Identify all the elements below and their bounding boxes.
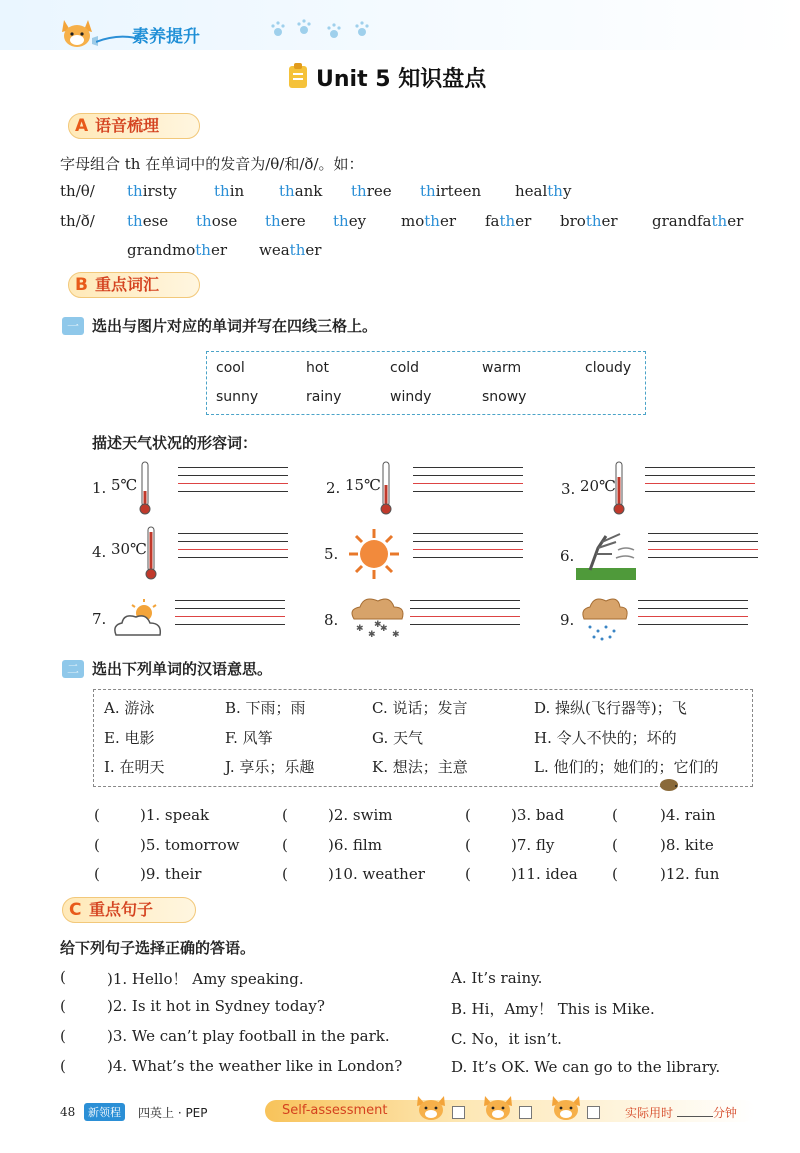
word-prefix: grandmo: [127, 241, 196, 259]
word-suffix: irteen: [435, 182, 482, 200]
meaning-option: F. 风筝: [225, 729, 273, 747]
sun-icon: [348, 528, 400, 580]
phonics-word: [485, 212, 531, 230]
writing-lines-1[interactable]: [178, 467, 288, 497]
writing-lines-6[interactable]: [648, 533, 758, 563]
svg-text:✱: ✱: [368, 630, 376, 640]
assessment-checkbox-1[interactable]: [452, 1106, 465, 1119]
vocab-question: )8. kite: [660, 836, 714, 854]
snowy-cloud-icon: [348, 593, 406, 643]
th-highlight: th: [711, 212, 728, 230]
svg-text:✱: ✱: [380, 624, 388, 634]
vocab-question: )5. tomorrow: [140, 836, 240, 854]
brand-badge: 新领程: [84, 1103, 125, 1121]
word-suffix: ere: [280, 212, 306, 230]
windy-tree-icon: [576, 528, 636, 580]
section-b-title: 重点词汇: [95, 275, 160, 294]
assessment-checkbox-3[interactable]: [587, 1106, 600, 1119]
answer-paren[interactable]: (: [60, 997, 66, 1015]
section-c-title: 重点句子: [89, 900, 154, 919]
part1-title: 选出与图片对应的单词并写在四线三格上。: [92, 317, 378, 335]
word-suffix: ey: [348, 212, 367, 230]
meaning-option: D. 操纵(飞行器等)；飞: [534, 699, 687, 717]
vocab-question: )11. idea: [511, 865, 578, 883]
section-a-title: 语音梳理: [95, 116, 160, 135]
word-suffix: ose: [211, 212, 238, 230]
word-suffix: er: [515, 212, 532, 230]
weather-item-number: 1.: [92, 479, 107, 497]
thermometer-icon-1: [139, 461, 151, 515]
temperature-label: 5℃: [111, 476, 138, 494]
writing-lines-2[interactable]: [413, 467, 523, 497]
word-suffix: er: [305, 241, 322, 259]
section-b-letter: B: [75, 275, 88, 295]
self-assessment-label: Self-assessment: [282, 1103, 388, 1118]
sentence-question: )1. Hello！ Amy speaking.: [107, 970, 304, 988]
answer-paren[interactable]: (: [465, 865, 471, 883]
meaning-option: L. 他们的；她们的；它们的: [534, 758, 719, 776]
word-suffix: ese: [142, 212, 169, 230]
meaning-option: A. 游泳: [104, 699, 155, 717]
answer-paren[interactable]: (: [465, 836, 471, 854]
writing-lines-5[interactable]: [413, 533, 523, 563]
cloudy-sun-icon: [110, 597, 164, 639]
writing-lines-7[interactable]: [175, 600, 285, 630]
word-bank-item: cloudy: [585, 360, 632, 376]
weather-item-number: 4.: [92, 543, 107, 561]
word-prefix: fa: [485, 212, 500, 230]
phonics-word: [196, 212, 237, 230]
time-spent-label: [625, 1104, 737, 1121]
answer-paren[interactable]: (: [60, 968, 66, 986]
weather-item-number: 2.: [326, 479, 341, 497]
meaning-option: E. 电影: [104, 729, 155, 747]
phonics-word: [127, 212, 168, 230]
unit-title: Unit 5 知识盘点: [316, 67, 487, 92]
word-suffix: er: [210, 241, 227, 259]
time-unit: 分钟: [712, 1106, 737, 1120]
phonics-word: [127, 182, 177, 200]
section-c-instruction: 给下列句子选择正确的答语。: [60, 939, 256, 957]
thermometer-icon-3: [613, 461, 625, 515]
th-highlight: th: [333, 212, 349, 230]
word-prefix: grandfa: [652, 212, 712, 230]
answer-paren[interactable]: (: [60, 1057, 66, 1075]
phonics-word: [652, 212, 743, 230]
word-bank-item: hot: [306, 360, 329, 376]
word-prefix: heal: [515, 182, 548, 200]
phonics-word: [279, 182, 322, 200]
meaning-option: G. 天气: [372, 729, 423, 747]
th-highlight: th: [127, 182, 143, 200]
sentence-answer: B. Hi，Amy！ This is Mike.: [451, 1000, 655, 1018]
vocab-question: )1. speak: [140, 806, 210, 824]
rainy-cloud-icon: [580, 593, 630, 643]
vocab-question: )6. film: [328, 836, 382, 854]
svg-text:✱: ✱: [374, 620, 382, 630]
book-name: 四英上 · PEP: [138, 1106, 208, 1120]
word-suffix: y: [562, 182, 572, 200]
word-suffix: er: [601, 212, 618, 230]
answer-paren[interactable]: (: [612, 806, 618, 824]
phonics-word: [560, 212, 618, 230]
section-a-label: [68, 113, 200, 139]
th-highlight: th: [265, 212, 281, 230]
phonics-word: [265, 212, 306, 230]
answer-paren[interactable]: (: [282, 836, 288, 854]
word-bank-item: cool: [216, 360, 245, 376]
sentence-answer: D. It’s OK. We can go to the library.: [451, 1058, 721, 1076]
sentence-answer: C. No，it isn’t.: [451, 1030, 562, 1048]
part2-title: 选出下列单词的汉语意思。: [92, 660, 273, 678]
th-highlight: th: [279, 182, 295, 200]
vocab-question: )3. bad: [511, 806, 565, 824]
hedgehog-icon: [658, 774, 680, 792]
th-highlight: th: [196, 212, 212, 230]
vocab-question: )12. fun: [660, 865, 720, 883]
th-highlight: th: [195, 241, 211, 259]
writing-lines-9[interactable]: [638, 600, 748, 630]
writing-lines-3[interactable]: [645, 467, 755, 497]
thermometer-icon-4: [145, 526, 157, 580]
th-highlight: th: [351, 182, 367, 200]
vocab-question: )10. weather: [328, 865, 425, 883]
meaning-option: C. 说话；发言: [372, 699, 468, 717]
paw-prints-icon: [270, 18, 380, 44]
word-bank-item: warm: [482, 360, 522, 376]
word-bank-item: windy: [390, 389, 432, 405]
answer-paren[interactable]: (: [94, 836, 100, 854]
theta-label: th/θ/: [60, 182, 95, 200]
fox-face-icon-1: [415, 1094, 447, 1122]
temperature-label: 15℃: [345, 476, 381, 494]
section-a-letter: A: [75, 116, 89, 136]
header-swoosh-icon: [96, 34, 136, 44]
page-number: 48: [60, 1105, 76, 1119]
th-highlight: th: [499, 212, 516, 230]
weather-item-number: 3.: [561, 480, 576, 498]
writing-lines-4[interactable]: [178, 533, 288, 563]
meaning-option: B. 下雨；雨: [225, 699, 306, 717]
phonics-word: [214, 182, 244, 200]
phonics-word: [259, 241, 321, 259]
th-highlight: th: [585, 212, 602, 230]
answer-paren[interactable]: (: [60, 1027, 66, 1045]
word-prefix: wea: [259, 241, 290, 259]
sentence-question: )2. Is it hot in Sydney today?: [107, 997, 325, 1015]
vocab-question: )9. their: [140, 865, 202, 883]
word-bank-box: [206, 351, 646, 415]
weather-item-number: 5.: [324, 545, 339, 563]
phonics-word: [333, 212, 366, 230]
sentence-question: )4. What’s the weather like in London?: [107, 1057, 403, 1075]
meaning-option: I. 在明天: [104, 758, 165, 776]
fox-face-icon-3: [550, 1094, 582, 1122]
word-prefix: mo: [401, 212, 425, 230]
phonics-word: [420, 182, 481, 200]
weather-item-number: 7.: [92, 610, 107, 628]
fox-face-icon-2: [482, 1094, 514, 1122]
vocab-question: )2. swim: [328, 806, 393, 824]
answer-paren[interactable]: (: [282, 806, 288, 824]
word-bank-item: snowy: [482, 389, 527, 405]
eth-label: th/ð/: [60, 212, 95, 230]
th-highlight: th: [424, 212, 440, 230]
temperature-label: 20℃: [580, 477, 616, 495]
phonics-word: [127, 241, 227, 259]
clipboard-icon: [288, 63, 308, 89]
word-suffix: ree: [366, 182, 392, 200]
answer-paren[interactable]: (: [612, 836, 618, 854]
meaning-option: K. 想法；主意: [372, 758, 468, 776]
vocab-question: )7. fly: [511, 836, 555, 854]
word-suffix: ank: [294, 182, 323, 200]
word-bank-item: sunny: [216, 389, 259, 405]
word-suffix: er: [439, 212, 457, 230]
th-highlight: th: [547, 182, 563, 200]
section-c-label: [62, 897, 196, 923]
sentence-answer: A. It’s rainy.: [451, 969, 543, 987]
word-bank-item: rainy: [306, 389, 342, 405]
part1-badge: 一: [62, 317, 84, 335]
answer-paren[interactable]: (: [282, 865, 288, 883]
time-label: 实际用时: [625, 1106, 674, 1120]
writing-lines-8[interactable]: [410, 600, 520, 630]
word-suffix: er: [727, 212, 744, 230]
sentence-question: )3. We can’t play football in the park.: [107, 1027, 390, 1045]
th-highlight: th: [420, 182, 436, 200]
phonics-word: [401, 212, 456, 230]
meaning-option: H. 令人不快的；坏的: [534, 729, 677, 747]
weather-item-number: 6.: [560, 547, 575, 565]
part1-subtitle: 描述天气状况的形容词：: [92, 434, 258, 452]
temperature-label: 30℃: [111, 540, 147, 558]
answer-paren[interactable]: (: [94, 806, 100, 824]
header-title: 素养提升: [132, 27, 200, 47]
word-suffix: irsty: [142, 182, 177, 200]
part2-badge: 二: [62, 660, 84, 678]
vocab-question: )4. rain: [660, 806, 716, 824]
word-bank-item: cold: [390, 360, 420, 376]
section-b-label: [68, 272, 200, 298]
word-prefix: bro: [560, 212, 586, 230]
th-highlight: th: [214, 182, 230, 200]
phonics-word: [351, 182, 392, 200]
time-blank[interactable]: [677, 1116, 713, 1117]
weather-item-number: 9.: [560, 611, 575, 629]
answer-paren[interactable]: (: [612, 865, 618, 883]
section-a-intro: 字母组合 th 在单词中的发音为/θ/和/ð/。如：: [60, 155, 364, 173]
svg-text:✱: ✱: [356, 624, 364, 634]
answer-paren[interactable]: (: [94, 865, 100, 883]
assessment-checkbox-2[interactable]: [519, 1106, 532, 1119]
th-highlight: th: [289, 241, 306, 259]
weather-item-number: 8.: [324, 611, 339, 629]
svg-text:✱: ✱: [392, 630, 400, 640]
fox-mascot-icon: [58, 16, 98, 50]
answer-paren[interactable]: (: [465, 806, 471, 824]
section-c-letter: C: [69, 900, 82, 920]
phonics-word: [515, 182, 571, 200]
thermometer-icon-2: [380, 461, 392, 515]
meaning-option: J. 享乐；乐趣: [225, 758, 315, 776]
word-suffix: in: [229, 182, 245, 200]
th-highlight: th: [127, 212, 143, 230]
